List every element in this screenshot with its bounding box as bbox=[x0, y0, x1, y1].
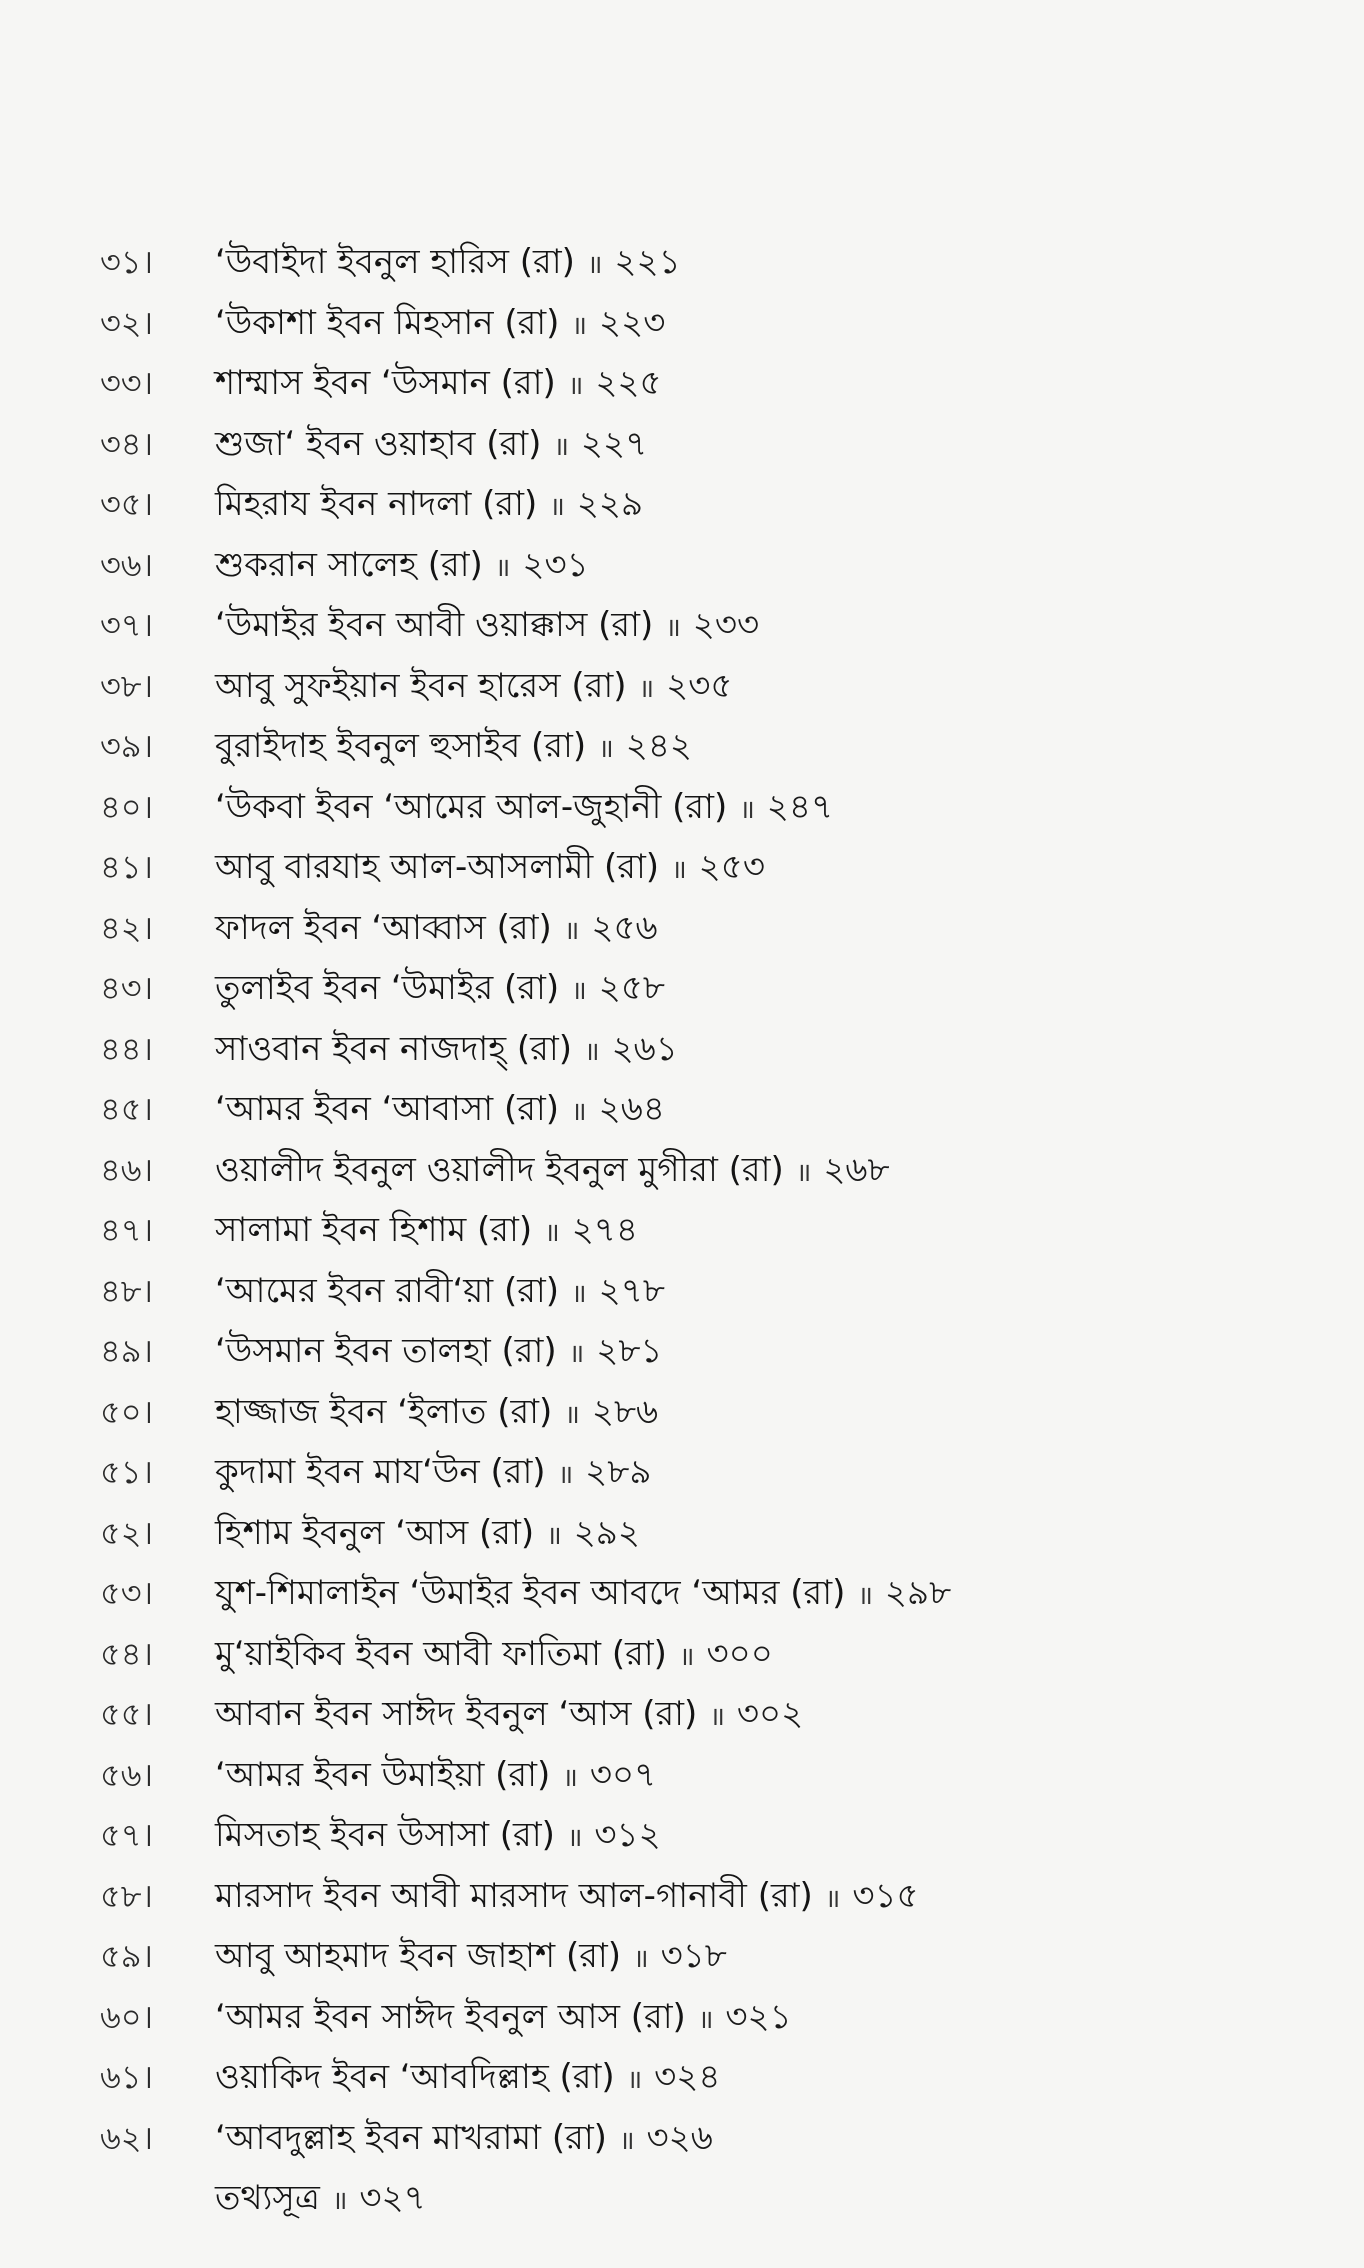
entry-number: ৫৮। bbox=[100, 1876, 153, 1915]
entry-number: ৩৮। bbox=[100, 666, 154, 705]
entry-page-number: ২৫৮ bbox=[598, 968, 665, 1008]
toc-entry bbox=[100, 837, 1250, 898]
toc-entry bbox=[100, 1442, 1250, 1503]
entry-title: হাজ্জাজ ইবন ‘ইলাত (রা) bbox=[215, 1391, 553, 1432]
entry-number: ৪৪। bbox=[100, 1029, 153, 1068]
page-separator: ॥ bbox=[598, 734, 614, 764]
toc-entry bbox=[100, 1382, 1250, 1443]
entry-page-number: ৩০০ bbox=[706, 1633, 773, 1674]
entry-title: আবু আহমাদ ইবন জাহাশ (রা) bbox=[215, 1936, 622, 1976]
entry-page-number: ২৯২ bbox=[573, 1512, 640, 1553]
page-separator: ॥ bbox=[563, 915, 580, 946]
toc-entry bbox=[100, 1866, 1250, 1927]
entry-number: ৪৬। bbox=[100, 1150, 154, 1189]
entry-title: সাওবান ইবন নাজদাহ্ (রা) bbox=[215, 1028, 572, 1069]
page-separator: ॥ bbox=[546, 1520, 562, 1551]
entry-title: আবান ইবন সাঈদ ইবনুল ‘আস (রা) bbox=[215, 1694, 698, 1734]
page-separator: ॥ bbox=[633, 1944, 649, 1974]
entry-title: মারসাদ ইবন আবী মারসাদ আল-গানাবী (রা) bbox=[215, 1875, 813, 1916]
page-separator: ॥ bbox=[795, 1157, 812, 1188]
entry-number: ৫৭। bbox=[100, 1816, 154, 1854]
entry-page-number: ২৩৩ bbox=[692, 605, 760, 645]
page-separator: ॥ bbox=[709, 1702, 725, 1732]
entry-title: ‘উবাইদা ইবনুল হারিস (রা) bbox=[215, 242, 575, 282]
toc-entry bbox=[100, 1684, 1250, 1745]
toc-entry bbox=[100, 1805, 1250, 1866]
entry-page-number: ২৮৯ bbox=[585, 1452, 652, 1492]
page-separator: ॥ bbox=[571, 1097, 587, 1127]
page-separator: ॥ bbox=[586, 250, 603, 280]
entry-page-number: ২৪২ bbox=[625, 726, 693, 766]
entry-title: আবু বারযাহ আল-আসলামী (রা) bbox=[215, 847, 660, 887]
toc-entry bbox=[100, 474, 1250, 535]
entry-page-number: ২৬১ bbox=[611, 1028, 678, 1069]
entry-title: ‘উমাইর ইবন আবী ওয়াক্কাস (রা) bbox=[215, 605, 654, 645]
entry-page-number: ২২৫ bbox=[595, 363, 662, 403]
page-separator: ॥ bbox=[571, 1278, 587, 1309]
entry-title: শাম্মাস ইবন ‘উসমান (রা) bbox=[215, 363, 556, 403]
entry-number: ৪৫। bbox=[100, 1090, 153, 1128]
entry-number: ৫৯। bbox=[100, 1937, 153, 1975]
entry-number: ৪৯। bbox=[100, 1332, 153, 1370]
entry-title: ফাদল ইবন ‘আব্বাস (রা) bbox=[215, 907, 552, 948]
toc-entry bbox=[100, 716, 1250, 777]
entry-page-number: ২৭৪ bbox=[571, 1210, 638, 1250]
entry-number: ৬২। bbox=[100, 2118, 154, 2157]
page-separator: ॥ bbox=[566, 1823, 583, 1853]
toc-entry bbox=[100, 898, 1250, 959]
entry-title: মিহরায ইবন নাদলা (রা) bbox=[215, 484, 538, 524]
entry-number: ৫৬। bbox=[100, 1755, 154, 1794]
entry-title: শুজা‘ ইবন ওয়াহাব (রা) bbox=[215, 423, 542, 464]
entry-number: ৪২। bbox=[100, 908, 154, 947]
entry-number: ৩২। bbox=[100, 303, 154, 342]
entry-title: শুকরান সালেহ (রা) bbox=[215, 544, 483, 585]
entry-page-number: ৩১৮ bbox=[660, 1936, 727, 1976]
page-separator: ॥ bbox=[571, 976, 587, 1006]
toc-entry bbox=[100, 1624, 1250, 1685]
entry-title: ‘আমর ইবন উমাইয়া (রা) bbox=[215, 1754, 551, 1795]
entry-number: ৫১। bbox=[100, 1453, 153, 1491]
toc-entry bbox=[100, 535, 1250, 596]
page-separator: ॥ bbox=[739, 794, 755, 825]
entry-title: হিশাম ইবনুল ‘আস (রা) bbox=[215, 1512, 535, 1553]
toc-entry bbox=[100, 1926, 1250, 1987]
entry-number: ৪৩। bbox=[100, 969, 154, 1007]
entry-page-number: ২৫৬ bbox=[591, 907, 658, 948]
page-separator: ॥ bbox=[678, 1641, 695, 1672]
toc-entry bbox=[100, 1200, 1250, 1261]
toc-entry bbox=[100, 293, 1250, 354]
entry-page-number: ২২৯ bbox=[576, 484, 644, 524]
toc-entry bbox=[100, 958, 1250, 1019]
entry-number: ৪১। bbox=[100, 848, 153, 886]
page-separator: ॥ bbox=[564, 1399, 580, 1430]
entry-page-number: ২৭৮ bbox=[598, 1270, 665, 1311]
entry-page-number: ২২৩ bbox=[599, 302, 666, 343]
entry-number: ৩৫। bbox=[100, 485, 154, 523]
toc-entry bbox=[100, 1140, 1250, 1201]
toc-entry bbox=[100, 414, 1250, 475]
entry-title: কুদামা ইবন মায‘উন (রা) bbox=[215, 1452, 546, 1492]
page-separator: ॥ bbox=[671, 855, 687, 885]
entry-page-number: ২৩৫ bbox=[666, 665, 733, 706]
page-separator: ॥ bbox=[697, 2004, 714, 2035]
toc-entry bbox=[100, 595, 1250, 656]
entry-page-number: ৩১২ bbox=[594, 1815, 661, 1855]
entry-number: ৫২। bbox=[100, 1513, 154, 1552]
entry-number: ৬১। bbox=[100, 2058, 154, 2096]
entry-title: ‘আবদুল্লাহ ইবন মাখরামা (রা) bbox=[215, 2117, 607, 2158]
page-separator: ॥ bbox=[618, 2125, 635, 2156]
page-separator: ॥ bbox=[824, 1883, 841, 1914]
toc-entry bbox=[100, 1321, 1250, 1382]
entry-page-number: ২৪৭ bbox=[766, 786, 834, 827]
entry-page-number: ২৩১ bbox=[522, 544, 589, 585]
entry-number: ৫৪। bbox=[100, 1634, 153, 1673]
entry-page-number: ৩০৭ bbox=[589, 1754, 657, 1795]
page-separator: ॥ bbox=[638, 673, 655, 704]
entry-title: ‘উসমান ইবন তালহা (রা) bbox=[215, 1331, 557, 1371]
entry-number: ৫৩। bbox=[100, 1574, 154, 1612]
page-separator: ॥ bbox=[557, 1460, 574, 1490]
entry-title: যুশ-শিমালাইন ‘উমাইর ইবন আবদে ‘আমর (রা) bbox=[215, 1573, 846, 1613]
page-separator: ॥ bbox=[571, 310, 587, 341]
toc-entry bbox=[100, 1987, 1250, 2048]
toc-entry bbox=[100, 1503, 1250, 1564]
entry-title: ওয়াকিদ ইবন ‘আবদিল্লাহ (রা) bbox=[215, 2057, 615, 2097]
entry-title: মিসতাহ ইবন উসাসা (রা) bbox=[215, 1815, 555, 1855]
toc-entry bbox=[100, 777, 1250, 838]
page-separator: ॥ bbox=[494, 552, 511, 583]
page-separator: ॥ bbox=[568, 1339, 585, 1369]
toc-entry bbox=[100, 232, 1250, 293]
toc-entry bbox=[100, 2108, 1250, 2169]
page-separator: ॥ bbox=[626, 2065, 643, 2095]
entry-page-number: ৩২৭ bbox=[359, 2178, 426, 2218]
table-of-contents bbox=[100, 232, 1250, 2229]
page-separator: ॥ bbox=[857, 1581, 873, 1611]
entry-title: তুলাইব ইবন ‘উমাইর (রা) bbox=[215, 968, 560, 1008]
entry-page-number: ২৫৩ bbox=[698, 847, 765, 887]
entry-title: ‘উকাশা ইবন মিহসান (রা) bbox=[215, 302, 560, 343]
entry-title: ‘আমর ইবন সাঈদ ইবনুল আস (রা) bbox=[215, 1996, 686, 2037]
entry-title: ওয়ালীদ ইবনুল ওয়ালীদ ইবনুল মুগীরা (রা) bbox=[215, 1149, 784, 1190]
toc-entry bbox=[100, 1563, 1250, 1624]
entry-title: তথ্যসূত্র bbox=[215, 2178, 320, 2218]
entry-number: ৫০। bbox=[100, 1392, 154, 1431]
entry-number: ৩৩। bbox=[100, 364, 154, 402]
page-separator: ॥ bbox=[665, 613, 681, 643]
page-separator: ॥ bbox=[331, 2186, 348, 2216]
entry-page-number: ২৮৬ bbox=[591, 1391, 659, 1432]
entry-page-number: ২৬৪ bbox=[598, 1089, 665, 1129]
page-separator: ॥ bbox=[584, 1036, 600, 1067]
entry-number: ৪০। bbox=[100, 787, 154, 826]
entry-page-number: ৩২৪ bbox=[654, 2057, 721, 2097]
entry-title: ‘আমর ইবন ‘আবাসা (রা) bbox=[215, 1089, 560, 1129]
entry-number: ৪৮। bbox=[100, 1271, 153, 1310]
entry-page-number: ৩১৫ bbox=[852, 1875, 919, 1916]
toc-entry bbox=[100, 1079, 1250, 1140]
toc-entry bbox=[100, 353, 1250, 414]
entry-number: ৫৫। bbox=[100, 1695, 153, 1733]
page-separator: ॥ bbox=[553, 431, 569, 462]
toc-entry bbox=[100, 1261, 1250, 1322]
entry-page-number: ৩২১ bbox=[725, 1996, 792, 2037]
entry-title: আবু সুফইয়ান ইবন হারেস (রা) bbox=[215, 665, 627, 706]
page-separator: ॥ bbox=[567, 371, 584, 401]
entry-page-number: ৩২৬ bbox=[646, 2117, 713, 2158]
entry-number: ৩১। bbox=[100, 243, 154, 281]
entry-title: ‘আমের ইবন রাবী‘য়া (রা) bbox=[215, 1270, 560, 1311]
entry-number: ৩৪। bbox=[100, 424, 154, 463]
toc-entry bbox=[100, 1019, 1250, 1080]
entry-title: ‘উকবা ইবন ‘আমের আল-জুহানী (রা) bbox=[215, 786, 728, 827]
toc-entry bbox=[100, 2168, 1250, 2229]
page-separator: ॥ bbox=[544, 1218, 560, 1248]
entry-number: ৩৬। bbox=[100, 545, 154, 584]
entry-page-number: ২২১ bbox=[614, 242, 681, 282]
entry-page-number: ২৮১ bbox=[596, 1331, 663, 1371]
toc-entry bbox=[100, 2047, 1250, 2108]
entry-page-number: ৩০২ bbox=[736, 1694, 804, 1734]
entry-title: সালামা ইবন হিশাম (রা) bbox=[215, 1210, 533, 1250]
toc-entry bbox=[100, 656, 1250, 717]
entry-number: ৪৭। bbox=[100, 1211, 154, 1249]
page-separator: ॥ bbox=[549, 492, 565, 522]
page-separator: ॥ bbox=[562, 1762, 578, 1793]
entry-number: ৬০। bbox=[100, 1997, 154, 2036]
entry-number: ৩৯। bbox=[100, 727, 154, 765]
entry-page-number: ২২৭ bbox=[580, 423, 648, 464]
toc-entry bbox=[100, 1745, 1250, 1806]
entry-number: ৩৭। bbox=[100, 606, 154, 644]
entry-page-number: ২৯৮ bbox=[884, 1573, 952, 1613]
entry-title: বুরাইদাহ ইবনুল হুসাইব (রা) bbox=[215, 726, 587, 766]
entry-page-number: ২৬৮ bbox=[823, 1149, 890, 1190]
entry-title: মু‘য়াইকিব ইবন আবী ফাতিমা (রা) bbox=[215, 1633, 667, 1674]
